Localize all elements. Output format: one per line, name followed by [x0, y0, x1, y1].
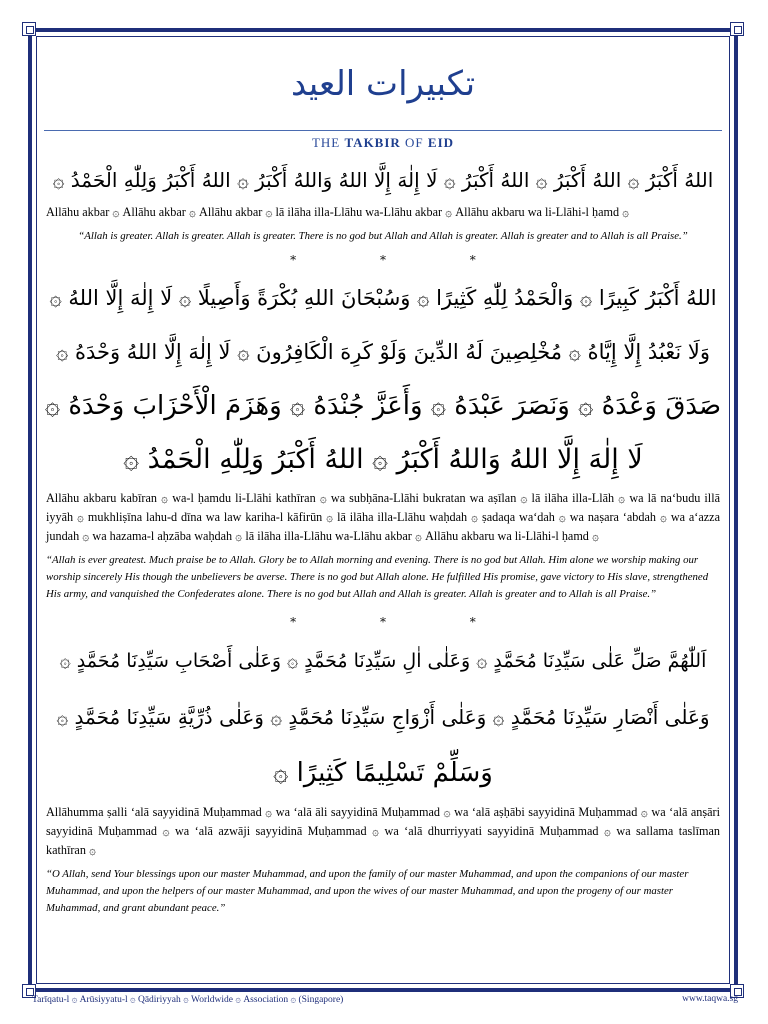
document-content: [44, 44, 722, 917]
title-rule: [44, 130, 722, 131]
section3-arabic-line-2: وَعَلٰى أَنْصَارِ سَيِّدِنَا مُحَمَّدٍ ۞ وَعَلٰى أَزْوَاجِ سَيِّدِنَا مُحَمَّدٍ ۞ وَعَلٰى ذُرِّيَّةِ سَيِّدِنَا مُحَمَّدٍ ۞: [56, 705, 710, 729]
page-footer: [32, 994, 738, 1010]
section1-translation: “Allah is greater. Allah is greater. Allah is greater. There is no god but Allah and Allah is greater. Allah is greater and to Allah is all Praise.”: [78, 230, 688, 242]
section2-arabic-line-2: وَلَا نَعْبُدُ إِلَّا إِيَّاهُ ۞ مُخْلِصِينَ لَهُ الدِّينَ وَلَوْ كَرِهَ الْكَافِرُونَ ۞ لَا إِلٰهَ إِلَّا اللهُ وَحْدَهُ ۞: [55, 340, 711, 364]
section3-arabic-line-1: اَللّٰهُمَّ صَلِّ عَلٰى سَيِّدِنَا مُحَمَّدٍ ۞ وَعَلٰى اٰلِ سَيِّدِنَا مُحَمَّدٍ ۞ وَعَلٰى أَصْحَابِ سَيِّدِنَا مُحَمَّدٍ ۞: [59, 650, 707, 672]
footer-website: www.taqwa.sg: [682, 994, 738, 1004]
subtitle-eid: EID: [427, 135, 455, 150]
page-title-arabic: تكبيرات العيد: [290, 64, 476, 104]
subtitle-prefix: THE: [311, 135, 345, 150]
page-subtitle: [44, 135, 722, 151]
subtitle-takbir: TAKBIR: [344, 135, 401, 150]
section1-arabic: اللهُ أَكْبَرُ ۞ اللهُ أَكْبَرُ ۞ اللهُ أَكْبَرُ ۞ لَا إِلٰهَ إِلَّا اللهُ وَاللهُ أَكْبَرُ ۞ اللهُ أَكْبَرُ وَلِلّٰهِ الْحَمْدُ ۞: [52, 168, 714, 192]
subtitle-mid: OF: [400, 135, 428, 150]
corner-ornament-top-right: [730, 22, 744, 36]
section2-arabic-line-3: صَدَقَ وَعْدَهُ ۞ وَنَصَرَ عَبْدَهُ ۞ وَأَعَزَّ جُنْدَهُ ۞ وَهَزَمَ الْأَحْزَابَ وَحْدَهُ ۞: [44, 391, 722, 421]
section3-transliteration: Allāhumma ṣalli ‘alā sayyidinā Muḥammad ۞ wa ‘alā āli sayyidinā Muḥammad ۞ wa ‘alā aṣḥābi sayyidinā Muḥammad ۞ wa ‘alā anṣāri sayyidinā Muḥammad ۞ wa ‘alā azwāji sayyidinā Muḥammad ۞ wa ‘alā dhurriyyati sayyidinā Muḥammad ۞ wa sallama taslīman kathīran ۞: [46, 805, 720, 857]
section-divider-2: * * *: [290, 615, 516, 629]
section1-transliteration: Allāhu akbar ۞ Allāhu akbar ۞ Allāhu akbar ۞ lā ilāha illa-Llāhu wa-Llāhu akbar ۞ Allāhu akbaru wa li-Llāhi-l ḥamd ۞: [46, 205, 630, 219]
corner-ornament-top-left: [22, 22, 36, 36]
section3-arabic-line-3: وَسَلِّمْ تَسْلِيمًا كَثِيرًا ۞: [273, 758, 493, 788]
section2-translation: “Allah is ever greatest. Much praise be to Allah. Glory be to Allah morning and evening. There is no god but Allah. Him alone we worship making our worship sincerely His though the unbelievers be averse. There is no god but Allah alone. He fulfilled His promise, gave victory to His slave, strengthened His army, and vanquished the Confederates alone. There is no god but Allah and Allah is greater. Allah is greater and to Allah is all Praise.”: [46, 554, 709, 600]
section2-transliteration: Allāhu akbaru kabīran ۞ wa-l ḥamdu li-Llāhi kathīran ۞ wa subḥāna-Llāhi bukratan wa aṣīlan ۞ lā ilāha illa-Llāh ۞ wa lā na‘budu illā iyyāh ۞ mukhliṣīna lahu-d dīna wa law kariha-l kāfirūn ۞ lā ilāha illa-Llāhu waḥdah ۞ ṣadaqa wa‘dah ۞ wa naṣara ‘abdah ۞ wa a‘azza jundah ۞ wa hazama-l aḥzāba waḥdah ۞ lā ilāha illa-Llāhu wa-Llāhu akbar ۞ Allāhu akbaru wa li-Llāhi-l ḥamd ۞: [46, 491, 720, 543]
section3-translation: “O Allah, send Your blessings upon our master Muhammad, and upon the family of our master Muhammad, and upon the companions of our master Muhammad, and upon the helpers of our master Muhammad, and upon the wives of our master Muhammad, and upon the progeny of our master Muhammad, and grant abundant peace.”: [46, 868, 689, 914]
section2-arabic-line-4: لَا إِلٰهَ إِلَّا اللهُ وَاللهُ أَكْبَرُ ۞ اللهُ أَكْبَرُ وَلِلّٰهِ الْحَمْدُ ۞: [123, 444, 643, 475]
section2-arabic-line-1: اللهُ أَكْبَرُ كَبِيرًا ۞ وَالْحَمْدُ لِلّٰهِ كَثِيرًا ۞ وَسُبْحَانَ اللهِ بُكْرَةً وَأَصِيلًا ۞ لَا إِلٰهَ إِلَّا اللهُ ۞: [49, 286, 717, 310]
section-divider-1: * * *: [290, 253, 516, 267]
footer-association: Tarīqatu-l ۞ Arūsiyyatu-l ۞ Qādiriyyah ۞ Worldwide ۞ Association ۞ (Singapore): [32, 995, 344, 1005]
